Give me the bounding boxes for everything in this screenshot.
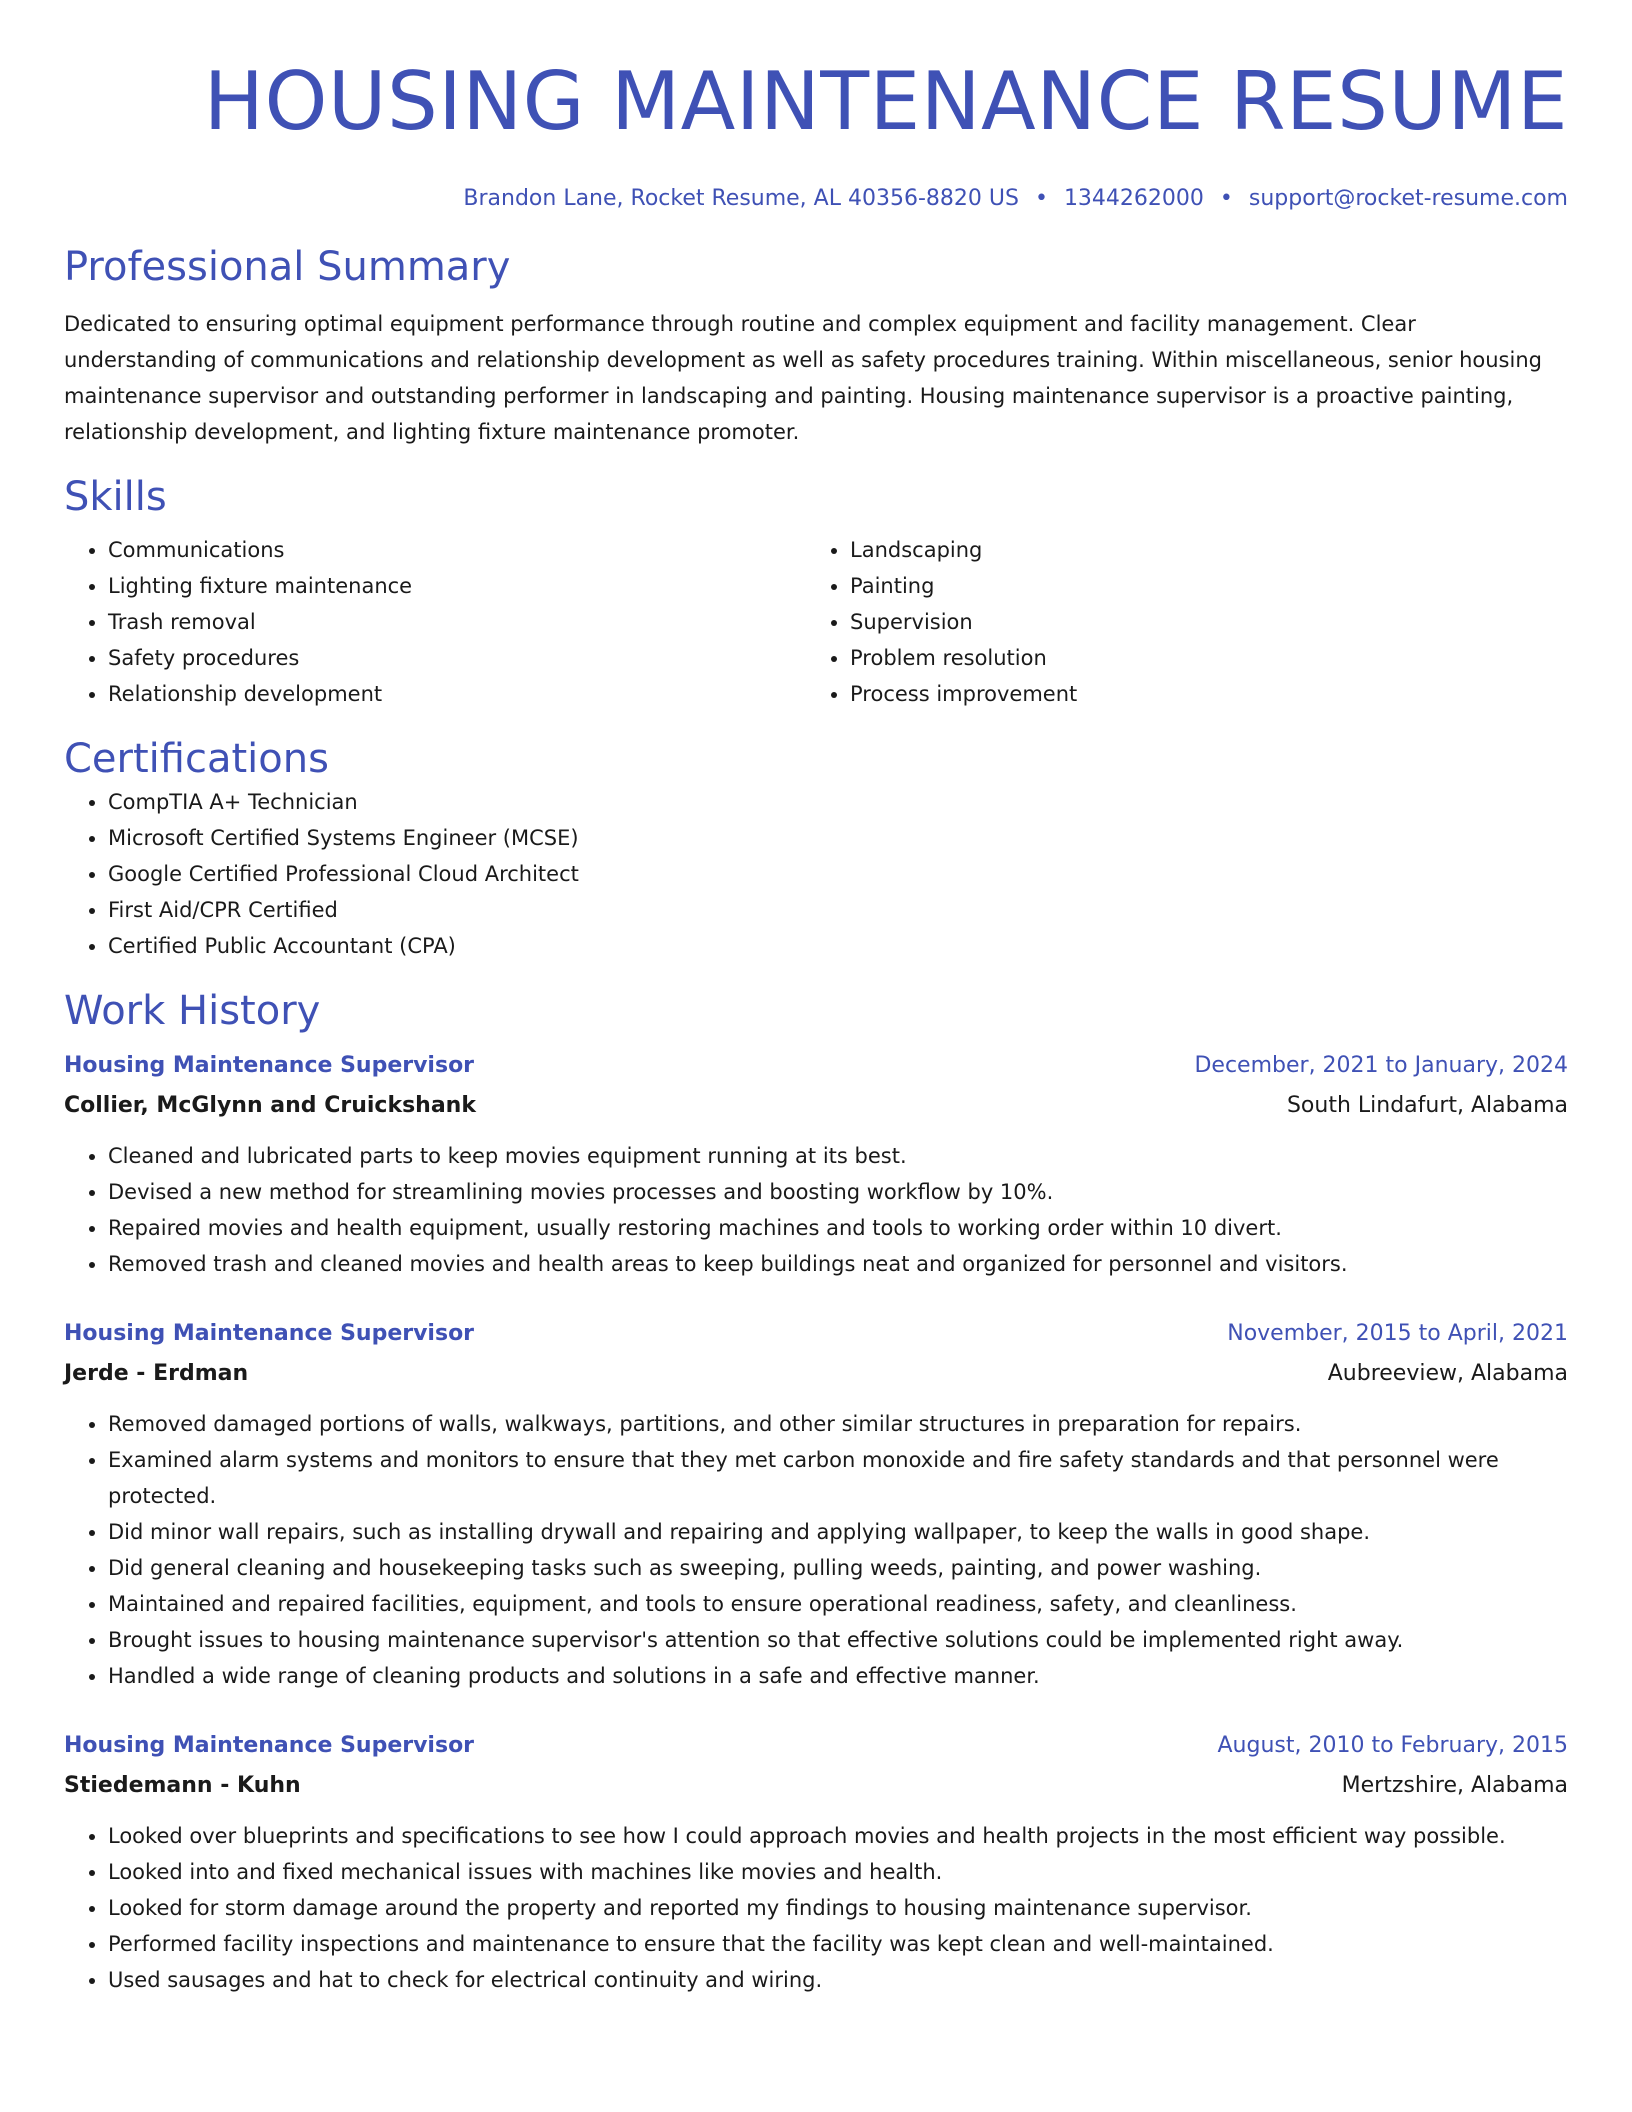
resume-title: HOUSING MAINTENANCE RESUME — [203, 55, 1568, 148]
certification-item: • First Aid/CPR Certified — [108, 892, 1568, 928]
skills-column-right — [806, 532, 1548, 712]
work-history-heading: Work History — [64, 988, 321, 1034]
job-duty-item: • Looked over blueprints and specifications to see how I could approach movies and health projects in the most efficient way possible. — [108, 1818, 1568, 1854]
job-header-row — [64, 1314, 1568, 1354]
summary-heading: Professional Summary — [64, 244, 511, 290]
job-duties-list — [64, 1818, 1568, 1998]
job-company: Jerde - Erdman — [64, 1361, 249, 1386]
job-duty-item: • Cleaned and lubricated parts to keep movies equipment running at its best. — [108, 1138, 1568, 1174]
certifications-heading: Certifications — [64, 736, 329, 782]
skill-item: • Safety procedures — [108, 640, 806, 676]
skill-item: • Painting — [850, 568, 1548, 604]
job-title: Housing Maintenance Supervisor — [64, 1733, 475, 1758]
job-duty-item: • Removed trash and cleaned movies and health areas to keep buildings neat and organized for personnel and visitors. — [108, 1246, 1568, 1282]
job-company-row — [64, 1086, 1568, 1126]
skills-heading: Skills — [64, 474, 167, 520]
job-dates: December, 2021 to January, 2024 — [1194, 1053, 1568, 1078]
job-title: Housing Maintenance Supervisor — [64, 1321, 475, 1346]
contact-email[interactable]: support@rocket-resume.com — [1248, 186, 1568, 211]
job-location: Aubreeview, Alabama — [1327, 1361, 1568, 1386]
skill-item: • Trash removal — [108, 604, 806, 640]
job-duty-item: • Looked into and fixed mechanical issues with machines like movies and health. — [108, 1854, 1568, 1890]
job-duty-item: • Brought issues to housing maintenance supervisor's attention so that effective solutions could be implemented right away. — [108, 1622, 1568, 1658]
job-duty-item: • Did minor wall repairs, such as installing drywall and repairing and applying wallpaper, to keep the walls in good shape. — [108, 1514, 1568, 1550]
certification-item: • Google Certified Professional Cloud Architect — [108, 856, 1568, 892]
skill-item: • Lighting fixture maintenance — [108, 568, 806, 604]
job-duty-item: • Examined alarm systems and monitors to ensure that they met carbon monoxide and fire safety standards and that personnel were protected. — [108, 1442, 1568, 1514]
skill-item: • Problem resolution — [850, 640, 1548, 676]
job-dates: November, 2015 to April, 2021 — [1227, 1321, 1568, 1346]
job-entry — [64, 1726, 1568, 1998]
contact-line — [64, 184, 1568, 214]
job-duty-item: • Used sausages and hat to check for electrical continuity and wiring. — [108, 1962, 1568, 1998]
job-location: Mertzshire, Alabama — [1341, 1773, 1568, 1798]
skills-list-right — [806, 532, 1548, 712]
contact-address: Brandon Lane, Rocket Resume, AL 40356-8820 US — [463, 186, 1019, 211]
job-duty-item: • Maintained and repaired facilities, equipment, and tools to ensure operational readiness, safety, and cleanliness. — [108, 1586, 1568, 1622]
job-duties-list — [64, 1138, 1568, 1282]
job-company-row — [64, 1354, 1568, 1394]
contact-phone: 1344262000 — [1063, 186, 1204, 211]
contact-separator: • — [1219, 186, 1233, 211]
job-company: Collier, McGlynn and Cruickshank — [64, 1093, 476, 1118]
certification-item: • CompTIA A+ Technician — [108, 784, 1568, 820]
job-duty-item: • Looked for storm damage around the property and reported my findings to housing maintenance supervisor. — [108, 1890, 1568, 1926]
job-duty-item: • Repaired movies and health equipment, usually restoring machines and tools to working order within 10 divert. — [108, 1210, 1568, 1246]
certification-item: • Certified Public Accountant (CPA) — [108, 928, 1568, 964]
certification-item: • Microsoft Certified Systems Engineer (MCSE) — [108, 820, 1568, 856]
job-company: Stiedemann - Kuhn — [64, 1773, 301, 1798]
job-duty-item: • Performed facility inspections and maintenance to ensure that the facility was kept clean and well-maintained. — [108, 1926, 1568, 1962]
contact-separator: • — [1034, 186, 1048, 211]
job-header-row — [64, 1726, 1568, 1766]
job-entry — [64, 1046, 1568, 1282]
job-header-row — [64, 1046, 1568, 1086]
job-title: Housing Maintenance Supervisor — [64, 1053, 475, 1078]
skills-column-left — [64, 532, 806, 712]
job-duty-item: • Devised a new method for streamlining movies processes and boosting workflow by 10%. — [108, 1174, 1568, 1210]
job-duty-item: • Handled a wide range of cleaning products and solutions in a safe and effective manner. — [108, 1658, 1568, 1694]
job-location: South Lindafurt, Alabama — [1286, 1093, 1568, 1118]
skill-item: • Communications — [108, 532, 806, 568]
summary-text: Dedicated to ensuring optimal equipment performance through routine and complex equipment and facility management. Clear understanding of communications and relationship development as well as safety procedures training. Within miscellaneous, senior housing maintenance supervisor and outstanding performer in landscaping and painting. Housing maintenance supervisor is a proactive painting, relationship development, and lighting fixture maintenance promoter. — [64, 312, 1542, 444]
job-duties-list — [64, 1406, 1568, 1694]
skills-columns — [64, 532, 1568, 712]
job-duty-item: • Did general cleaning and housekeeping tasks such as sweeping, pulling weeds, painting, and power washing. — [108, 1550, 1568, 1586]
skill-item: • Landscaping — [850, 532, 1548, 568]
job-entry — [64, 1314, 1568, 1694]
job-duty-item: • Removed damaged portions of walls, walkways, partitions, and other similar structures in preparation for repairs. — [108, 1406, 1568, 1442]
job-company-row — [64, 1766, 1568, 1806]
skill-item: • Supervision — [850, 604, 1548, 640]
skill-item: • Process improvement — [850, 676, 1548, 712]
skills-list-left — [64, 532, 806, 712]
job-dates: August, 2010 to February, 2015 — [1217, 1733, 1568, 1758]
certifications-list — [64, 784, 1568, 964]
skill-item: • Relationship development — [108, 676, 806, 712]
